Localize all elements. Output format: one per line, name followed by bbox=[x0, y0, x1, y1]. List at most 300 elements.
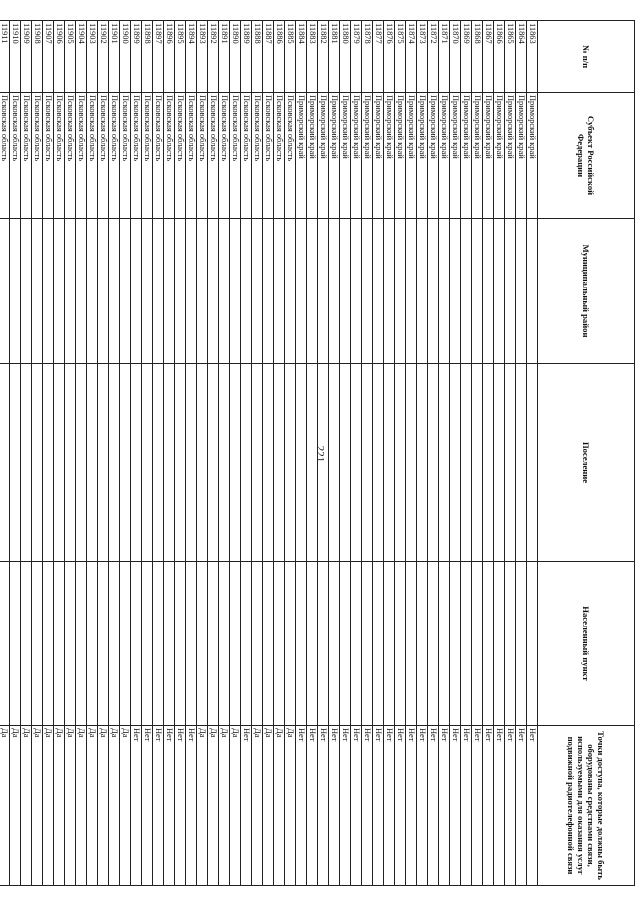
cell-settlement bbox=[252, 364, 263, 562]
cell-locality bbox=[263, 562, 274, 726]
cell-settlement bbox=[505, 364, 516, 562]
cell-settlement bbox=[384, 364, 395, 562]
cell-subject: Псковская область bbox=[164, 93, 175, 219]
table-row bbox=[340, 21, 351, 886]
cell-row-number: 11880 bbox=[340, 21, 351, 93]
cell-subject: Псковская область bbox=[54, 93, 65, 219]
cell-access-point: Да bbox=[87, 726, 98, 886]
table-row bbox=[98, 21, 109, 886]
cell-access-point: Да bbox=[252, 726, 263, 886]
cell-access-point: Да bbox=[230, 726, 241, 886]
cell-municipal-district bbox=[263, 219, 274, 364]
cell-settlement bbox=[406, 364, 417, 562]
cell-access-point: Да bbox=[43, 726, 54, 886]
cell-row-number: 11907 bbox=[43, 21, 54, 93]
cell-municipal-district bbox=[483, 219, 494, 364]
table-row bbox=[131, 21, 142, 886]
cell-locality bbox=[98, 562, 109, 726]
cell-row-number: 11884 bbox=[296, 21, 307, 93]
cell-access-point: Нет bbox=[384, 726, 395, 886]
cell-access-point: Нет bbox=[527, 726, 538, 886]
cell-row-number: 11890 bbox=[230, 21, 241, 93]
cell-municipal-district bbox=[186, 219, 197, 364]
cell-locality bbox=[362, 562, 373, 726]
cell-locality bbox=[0, 562, 10, 726]
cell-settlement bbox=[263, 364, 274, 562]
cell-locality bbox=[230, 562, 241, 726]
header-subject: Субъект Российской Федерации bbox=[538, 93, 635, 219]
cell-row-number: 11902 bbox=[98, 21, 109, 93]
cell-row-number: 11906 bbox=[54, 21, 65, 93]
cell-locality bbox=[21, 562, 32, 726]
cell-access-point: Нет bbox=[461, 726, 472, 886]
cell-subject: Приморский край bbox=[472, 93, 483, 219]
cell-row-number: 11901 bbox=[109, 21, 120, 93]
cell-municipal-district bbox=[109, 219, 120, 364]
cell-locality bbox=[43, 562, 54, 726]
cell-locality bbox=[10, 562, 21, 726]
cell-settlement bbox=[439, 364, 450, 562]
cell-locality bbox=[307, 562, 318, 726]
cell-access-point: Нет bbox=[494, 726, 505, 886]
table-row bbox=[450, 21, 461, 886]
cell-settlement bbox=[318, 364, 329, 562]
cell-locality bbox=[274, 562, 285, 726]
cell-municipal-district bbox=[439, 219, 450, 364]
cell-row-number: 11909 bbox=[21, 21, 32, 93]
cell-row-number: 11904 bbox=[76, 21, 87, 93]
cell-access-point: Нет bbox=[395, 726, 406, 886]
cell-access-point: Да bbox=[21, 726, 32, 886]
cell-settlement bbox=[362, 364, 373, 562]
cell-access-point: Нет bbox=[439, 726, 450, 886]
table-body bbox=[0, 21, 538, 886]
cell-locality bbox=[384, 562, 395, 726]
cell-municipal-district bbox=[395, 219, 406, 364]
cell-locality bbox=[505, 562, 516, 726]
table-row bbox=[153, 21, 164, 886]
cell-locality bbox=[417, 562, 428, 726]
table-row bbox=[43, 21, 54, 886]
cell-settlement bbox=[351, 364, 362, 562]
cell-settlement bbox=[0, 364, 10, 562]
cell-subject: Псковская область bbox=[43, 93, 54, 219]
cell-locality bbox=[516, 562, 527, 726]
cell-access-point: Нет bbox=[307, 726, 318, 886]
cell-subject: Приморский край bbox=[373, 93, 384, 219]
cell-row-number: 11886 bbox=[274, 21, 285, 93]
cell-access-point: Да bbox=[76, 726, 87, 886]
cell-subject: Приморский край bbox=[428, 93, 439, 219]
cell-municipal-district bbox=[54, 219, 65, 364]
cell-settlement bbox=[98, 364, 109, 562]
cell-locality bbox=[164, 562, 175, 726]
cell-settlement bbox=[329, 364, 340, 562]
cell-municipal-district bbox=[131, 219, 142, 364]
cell-locality bbox=[32, 562, 43, 726]
table-row bbox=[395, 21, 406, 886]
cell-row-number: 11889 bbox=[241, 21, 252, 93]
cell-subject: Приморский край bbox=[307, 93, 318, 219]
header-row-number: № п/п bbox=[538, 21, 635, 93]
cell-locality bbox=[175, 562, 186, 726]
table-row bbox=[274, 21, 285, 886]
cell-locality bbox=[494, 562, 505, 726]
cell-locality bbox=[483, 562, 494, 726]
cell-municipal-district bbox=[318, 219, 329, 364]
cell-municipal-district bbox=[219, 219, 230, 364]
cell-locality bbox=[219, 562, 230, 726]
cell-municipal-district bbox=[285, 219, 296, 364]
cell-row-number: 11903 bbox=[87, 21, 98, 93]
cell-subject: Приморский край bbox=[461, 93, 472, 219]
cell-access-point: Нет bbox=[406, 726, 417, 886]
cell-access-point: Да bbox=[32, 726, 43, 886]
cell-access-point: Нет bbox=[175, 726, 186, 886]
cell-subject: Приморский край bbox=[417, 93, 428, 219]
cell-settlement bbox=[197, 364, 208, 562]
cell-row-number: 11883 bbox=[307, 21, 318, 93]
cell-locality bbox=[65, 562, 76, 726]
table-row bbox=[241, 21, 252, 886]
cell-locality bbox=[241, 562, 252, 726]
table-row bbox=[10, 21, 21, 886]
cell-row-number: 11891 bbox=[219, 21, 230, 93]
cell-settlement bbox=[131, 364, 142, 562]
cell-access-point: Нет bbox=[164, 726, 175, 886]
table-row bbox=[208, 21, 219, 886]
cell-settlement bbox=[208, 364, 219, 562]
table-header-row bbox=[538, 21, 635, 886]
cell-row-number: 11866 bbox=[494, 21, 505, 93]
cell-settlement bbox=[54, 364, 65, 562]
cell-access-point: Нет bbox=[373, 726, 384, 886]
table-row bbox=[285, 21, 296, 886]
cell-access-point: Да bbox=[263, 726, 274, 886]
cell-municipal-district bbox=[32, 219, 43, 364]
cell-access-point: Да bbox=[274, 726, 285, 886]
table-row bbox=[54, 21, 65, 886]
cell-subject: Приморский край bbox=[296, 93, 307, 219]
table-row bbox=[329, 21, 340, 886]
cell-settlement bbox=[65, 364, 76, 562]
cell-municipal-district bbox=[164, 219, 175, 364]
cell-locality bbox=[461, 562, 472, 726]
cell-municipal-district bbox=[175, 219, 186, 364]
cell-settlement bbox=[494, 364, 505, 562]
table-row bbox=[175, 21, 186, 886]
cell-subject: Псковская область bbox=[153, 93, 164, 219]
table-row bbox=[406, 21, 417, 886]
cell-locality bbox=[450, 562, 461, 726]
cell-row-number: 11888 bbox=[252, 21, 263, 93]
cell-settlement bbox=[219, 364, 230, 562]
cell-access-point: Да bbox=[219, 726, 230, 886]
cell-subject: Приморский край bbox=[527, 93, 538, 219]
cell-subject: Псковская область bbox=[208, 93, 219, 219]
cell-municipal-district bbox=[296, 219, 307, 364]
cell-access-point: Нет bbox=[351, 726, 362, 886]
cell-locality bbox=[527, 562, 538, 726]
table-row bbox=[318, 21, 329, 886]
cell-settlement bbox=[395, 364, 406, 562]
cell-municipal-district bbox=[461, 219, 472, 364]
cell-subject: Псковская область bbox=[32, 93, 43, 219]
cell-locality bbox=[76, 562, 87, 726]
cell-municipal-district bbox=[252, 219, 263, 364]
table-row bbox=[417, 21, 428, 886]
cell-settlement bbox=[43, 364, 54, 562]
cell-settlement bbox=[450, 364, 461, 562]
cell-subject: Псковская область bbox=[109, 93, 120, 219]
cell-row-number: 11905 bbox=[65, 21, 76, 93]
table-row bbox=[527, 21, 538, 886]
cell-access-point: Да bbox=[10, 726, 21, 886]
cell-access-point: Нет bbox=[516, 726, 527, 886]
header-municipal-district: Муниципальный район bbox=[538, 219, 635, 364]
cell-access-point: Да bbox=[109, 726, 120, 886]
cell-row-number: 11864 bbox=[516, 21, 527, 93]
table-row bbox=[76, 21, 87, 886]
cell-access-point: Нет bbox=[428, 726, 439, 886]
cell-municipal-district bbox=[351, 219, 362, 364]
cell-settlement bbox=[142, 364, 153, 562]
cell-settlement bbox=[120, 364, 131, 562]
table-row bbox=[461, 21, 472, 886]
cell-row-number: 11898 bbox=[142, 21, 153, 93]
table-row bbox=[32, 21, 43, 886]
cell-row-number: 11908 bbox=[32, 21, 43, 93]
cell-settlement bbox=[472, 364, 483, 562]
cell-settlement bbox=[307, 364, 318, 562]
cell-row-number: 11910 bbox=[10, 21, 21, 93]
cell-subject: Псковская область bbox=[263, 93, 274, 219]
cell-settlement bbox=[241, 364, 252, 562]
cell-subject: Приморский край bbox=[318, 93, 329, 219]
cell-subject: Приморский край bbox=[340, 93, 351, 219]
cell-subject: Псковская область bbox=[274, 93, 285, 219]
cell-row-number: 11876 bbox=[384, 21, 395, 93]
cell-row-number: 11900 bbox=[120, 21, 131, 93]
cell-access-point: Нет bbox=[362, 726, 373, 886]
cell-settlement bbox=[10, 364, 21, 562]
cell-locality bbox=[439, 562, 450, 726]
cell-municipal-district bbox=[21, 219, 32, 364]
cell-subject: Приморский край bbox=[439, 93, 450, 219]
cell-access-point: Да bbox=[120, 726, 131, 886]
cell-access-point: Нет bbox=[318, 726, 329, 886]
cell-settlement bbox=[516, 364, 527, 562]
table-row bbox=[483, 21, 494, 886]
table-row bbox=[230, 21, 241, 886]
cell-row-number: 11887 bbox=[263, 21, 274, 93]
cell-municipal-district bbox=[329, 219, 340, 364]
cell-municipal-district bbox=[10, 219, 21, 364]
cell-locality bbox=[131, 562, 142, 726]
table-row bbox=[109, 21, 120, 886]
cell-row-number: 11873 bbox=[417, 21, 428, 93]
cell-municipal-district bbox=[417, 219, 428, 364]
cell-municipal-district bbox=[406, 219, 417, 364]
cell-municipal-district bbox=[43, 219, 54, 364]
cell-access-point: Нет bbox=[472, 726, 483, 886]
cell-access-point: Нет bbox=[417, 726, 428, 886]
cell-settlement bbox=[373, 364, 384, 562]
cell-subject: Псковская область bbox=[120, 93, 131, 219]
cell-municipal-district bbox=[142, 219, 153, 364]
cell-row-number: 11895 bbox=[175, 21, 186, 93]
cell-locality bbox=[186, 562, 197, 726]
cell-settlement bbox=[230, 364, 241, 562]
cell-municipal-district bbox=[241, 219, 252, 364]
cell-locality bbox=[197, 562, 208, 726]
cell-locality bbox=[340, 562, 351, 726]
cell-subject: Псковская область bbox=[142, 93, 153, 219]
cell-row-number: 11872 bbox=[428, 21, 439, 93]
cell-subject: Псковская область bbox=[131, 93, 142, 219]
cell-settlement bbox=[527, 364, 538, 562]
cell-settlement bbox=[153, 364, 164, 562]
cell-locality bbox=[395, 562, 406, 726]
cell-subject: Псковская область bbox=[219, 93, 230, 219]
cell-locality bbox=[472, 562, 483, 726]
cell-settlement bbox=[175, 364, 186, 562]
cell-locality bbox=[351, 562, 362, 726]
cell-subject: Приморский край bbox=[329, 93, 340, 219]
cell-row-number: 11875 bbox=[395, 21, 406, 93]
cell-row-number: 11885 bbox=[285, 21, 296, 93]
cell-access-point: Да bbox=[54, 726, 65, 886]
cell-access-point: Да bbox=[285, 726, 296, 886]
cell-access-point: Нет bbox=[153, 726, 164, 886]
cell-access-point: Да bbox=[208, 726, 219, 886]
cell-settlement bbox=[428, 364, 439, 562]
table-row bbox=[219, 21, 230, 886]
cell-locality bbox=[428, 562, 439, 726]
table-row bbox=[439, 21, 450, 886]
table-row bbox=[296, 21, 307, 886]
cell-settlement bbox=[417, 364, 428, 562]
header-access-point: Точки доступа, которые должны быть оборудованы средствами связи, используемыми для оказания услуг подвижной радиотелефонной связи bbox=[538, 726, 635, 886]
cell-access-point: Да bbox=[98, 726, 109, 886]
cell-row-number: 11882 bbox=[318, 21, 329, 93]
cell-municipal-district bbox=[274, 219, 285, 364]
cell-subject: Приморский край bbox=[494, 93, 505, 219]
cell-municipal-district bbox=[373, 219, 384, 364]
cell-settlement bbox=[461, 364, 472, 562]
cell-row-number: 11878 bbox=[362, 21, 373, 93]
cell-row-number: 11892 bbox=[208, 21, 219, 93]
cell-settlement bbox=[285, 364, 296, 562]
cell-subject: Приморский край bbox=[351, 93, 362, 219]
cell-locality bbox=[142, 562, 153, 726]
cell-locality bbox=[318, 562, 329, 726]
table-row bbox=[428, 21, 439, 886]
cell-municipal-district bbox=[307, 219, 318, 364]
cell-municipal-district bbox=[450, 219, 461, 364]
cell-row-number: 11874 bbox=[406, 21, 417, 93]
cell-access-point: Нет bbox=[296, 726, 307, 886]
cell-municipal-district bbox=[516, 219, 527, 364]
cell-settlement bbox=[483, 364, 494, 562]
cell-access-point: Да bbox=[65, 726, 76, 886]
cell-settlement bbox=[186, 364, 197, 562]
cell-municipal-district bbox=[428, 219, 439, 364]
cell-subject: Псковская область bbox=[230, 93, 241, 219]
table-row bbox=[516, 21, 527, 886]
cell-subject: Псковская область bbox=[87, 93, 98, 219]
table-row bbox=[252, 21, 263, 886]
table-row bbox=[120, 21, 131, 886]
table-row bbox=[384, 21, 395, 886]
cell-locality bbox=[109, 562, 120, 726]
cell-row-number: 11868 bbox=[472, 21, 483, 93]
table-row bbox=[186, 21, 197, 886]
cell-row-number: 11867 bbox=[483, 21, 494, 93]
cell-access-point: Нет bbox=[505, 726, 516, 886]
table-row bbox=[0, 21, 10, 886]
table-row bbox=[164, 21, 175, 886]
rotated-page bbox=[0, 20, 635, 885]
cell-access-point: Нет bbox=[483, 726, 494, 886]
cell-municipal-district bbox=[494, 219, 505, 364]
cell-row-number: 11893 bbox=[197, 21, 208, 93]
cell-subject: Приморский край bbox=[362, 93, 373, 219]
cell-settlement bbox=[296, 364, 307, 562]
table-row bbox=[21, 21, 32, 886]
cell-locality bbox=[87, 562, 98, 726]
cell-row-number: 11881 bbox=[329, 21, 340, 93]
cell-subject: Псковская область bbox=[285, 93, 296, 219]
table-row bbox=[197, 21, 208, 886]
cell-municipal-district bbox=[87, 219, 98, 364]
cell-municipal-district bbox=[527, 219, 538, 364]
cell-municipal-district bbox=[98, 219, 109, 364]
cell-municipal-district bbox=[153, 219, 164, 364]
cell-locality bbox=[406, 562, 417, 726]
table-row bbox=[307, 21, 318, 886]
cell-row-number: 11877 bbox=[373, 21, 384, 93]
cell-subject: Псковская область bbox=[10, 93, 21, 219]
cell-subject: Псковская область bbox=[252, 93, 263, 219]
cell-row-number: 11899 bbox=[131, 21, 142, 93]
cell-row-number: 11879 bbox=[351, 21, 362, 93]
cell-settlement bbox=[32, 364, 43, 562]
table-row bbox=[142, 21, 153, 886]
cell-settlement bbox=[109, 364, 120, 562]
cell-subject: Псковская область bbox=[65, 93, 76, 219]
cell-subject: Приморский край bbox=[516, 93, 527, 219]
cell-municipal-district bbox=[472, 219, 483, 364]
cell-settlement bbox=[87, 364, 98, 562]
cell-subject: Приморский край bbox=[505, 93, 516, 219]
cell-access-point: Нет bbox=[450, 726, 461, 886]
cell-row-number: 11871 bbox=[439, 21, 450, 93]
cell-subject: Псковская область bbox=[0, 93, 10, 219]
cell-municipal-district bbox=[120, 219, 131, 364]
cell-row-number: 11896 bbox=[164, 21, 175, 93]
cell-access-point: Нет bbox=[340, 726, 351, 886]
cell-access-point: Нет bbox=[131, 726, 142, 886]
cell-row-number: 11869 bbox=[461, 21, 472, 93]
cell-subject: Псковская область bbox=[186, 93, 197, 219]
cell-locality bbox=[296, 562, 307, 726]
table-row bbox=[373, 21, 384, 886]
cell-settlement bbox=[21, 364, 32, 562]
table-row bbox=[505, 21, 516, 886]
cell-subject: Псковская область bbox=[98, 93, 109, 219]
header-locality: Населенный пункт bbox=[538, 562, 635, 726]
